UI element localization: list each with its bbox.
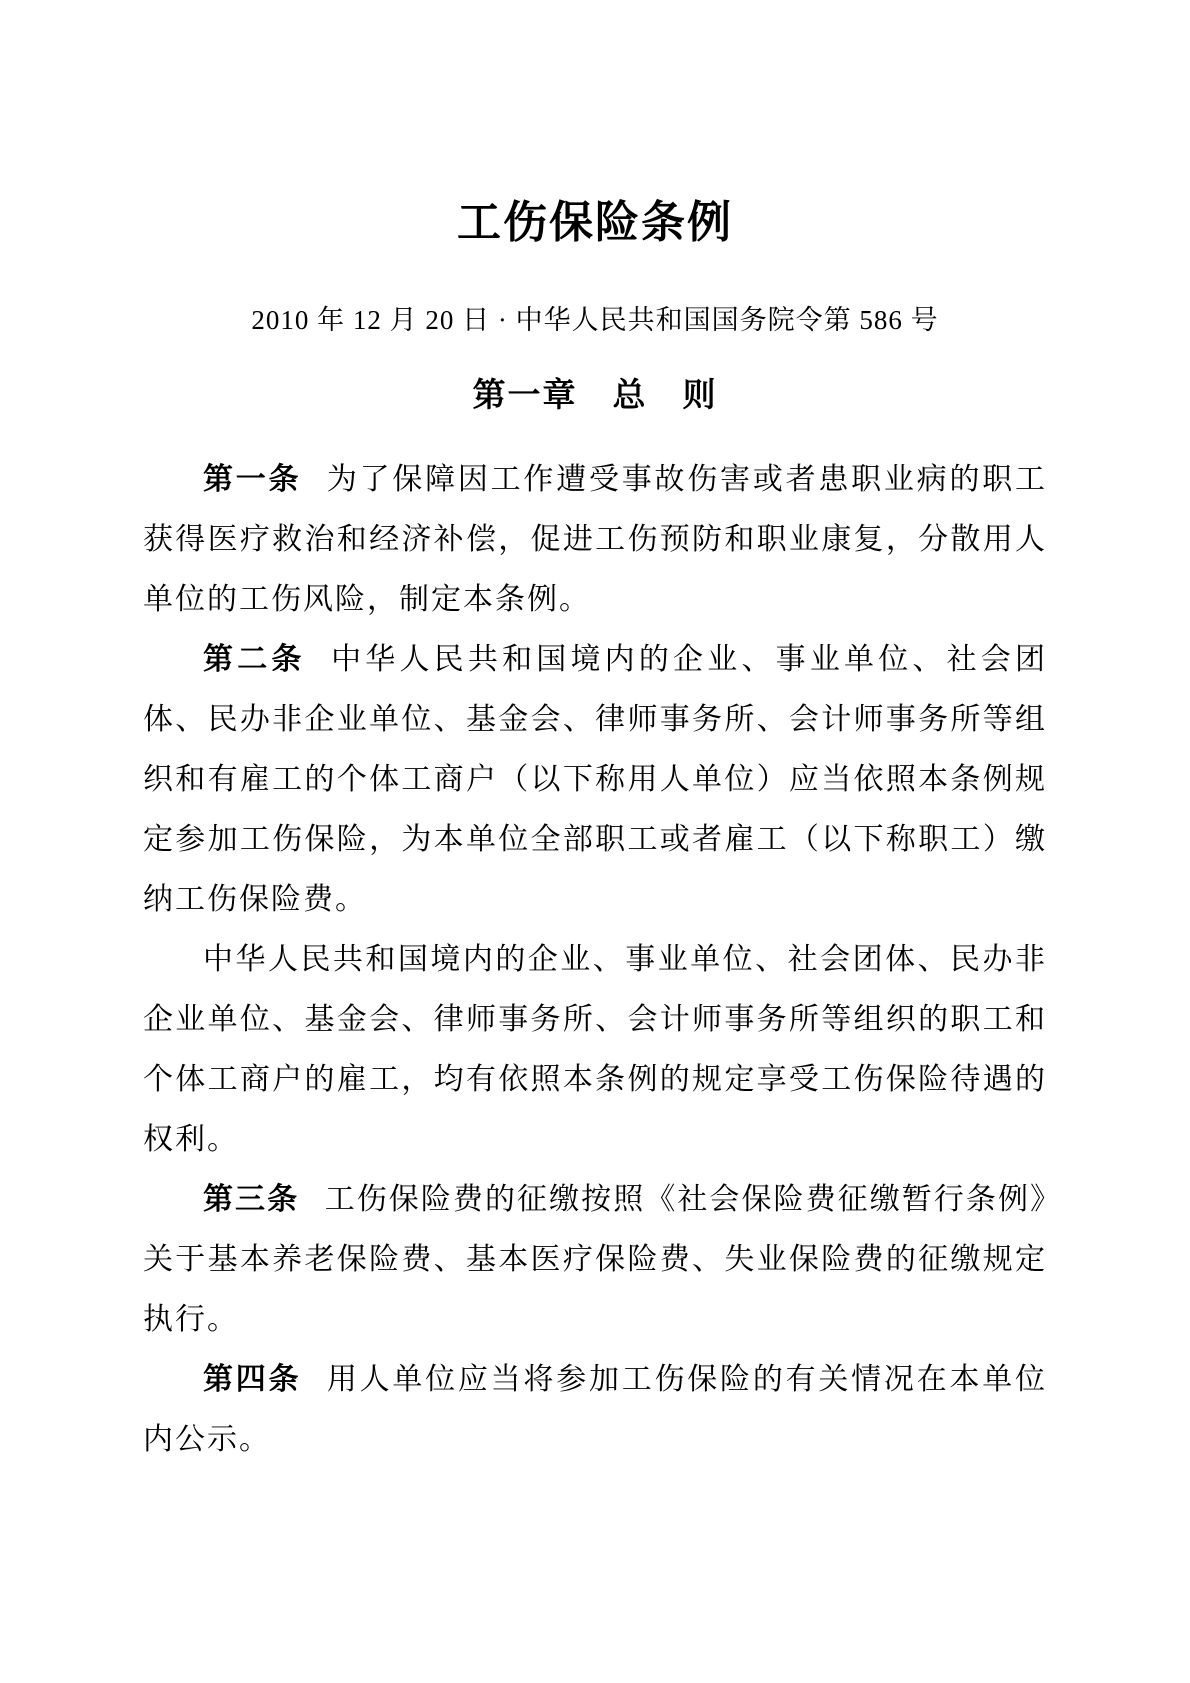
- document-body: [143, 450, 1047, 1470]
- paragraph-text: 工伤保险费的征缴按照《社会保险费征缴暂行条例》关于基本养老保险费、基本医疗保险费、失业保险费的征缴规定执行。: [143, 1183, 1048, 1336]
- article-number: 第一条: [203, 463, 302, 496]
- document-subtitle: 2010 年 12 月 20 日 · 中华人民共和国国务院令第 586 号: [251, 305, 939, 335]
- paragraph-text: 为了保障因工作遭受事故伤害或者患职业病的职工获得医疗救治和经济补偿，促进工伤预防和职业康复，分散用人单位的工伤风险，制定本条例。: [143, 463, 1047, 616]
- article-paragraph: [143, 630, 1047, 930]
- paragraph-text: 中华人民共和国境内的企业、事业单位、社会团体、民办非企业单位、基金会、律师事务所、会计师事务所等组织和有雇工的个体工商户（以下称用人单位）应当依照本条例规定参加工伤保险，为本单位全部职工或者雇工（以下称职工）缴纳工伤保险费。: [143, 643, 1048, 916]
- article-paragraph: [143, 930, 1047, 1170]
- chapter-heading: 第一章 总 则: [472, 376, 718, 413]
- article-paragraph: [143, 1350, 1047, 1470]
- article-number: 第二条: [203, 643, 306, 676]
- paragraph-text: 中华人民共和国境内的企业、事业单位、社会团体、民办非企业单位、基金会、律师事务所、会计师事务所等组织的职工和个体工商户的雇工，均有依照本条例的规定享受工伤保险待遇的权利。: [143, 943, 1047, 1156]
- article-paragraph: [143, 450, 1047, 630]
- paragraph-text: 用人单位应当将参加工伤保险的有关情况在本单位内公示。: [143, 1363, 1047, 1456]
- article-number: 第三条: [203, 1183, 300, 1216]
- document-title: 工伤保险条例: [457, 198, 733, 247]
- article-paragraph: [143, 1170, 1047, 1350]
- article-number: 第四条: [203, 1363, 302, 1396]
